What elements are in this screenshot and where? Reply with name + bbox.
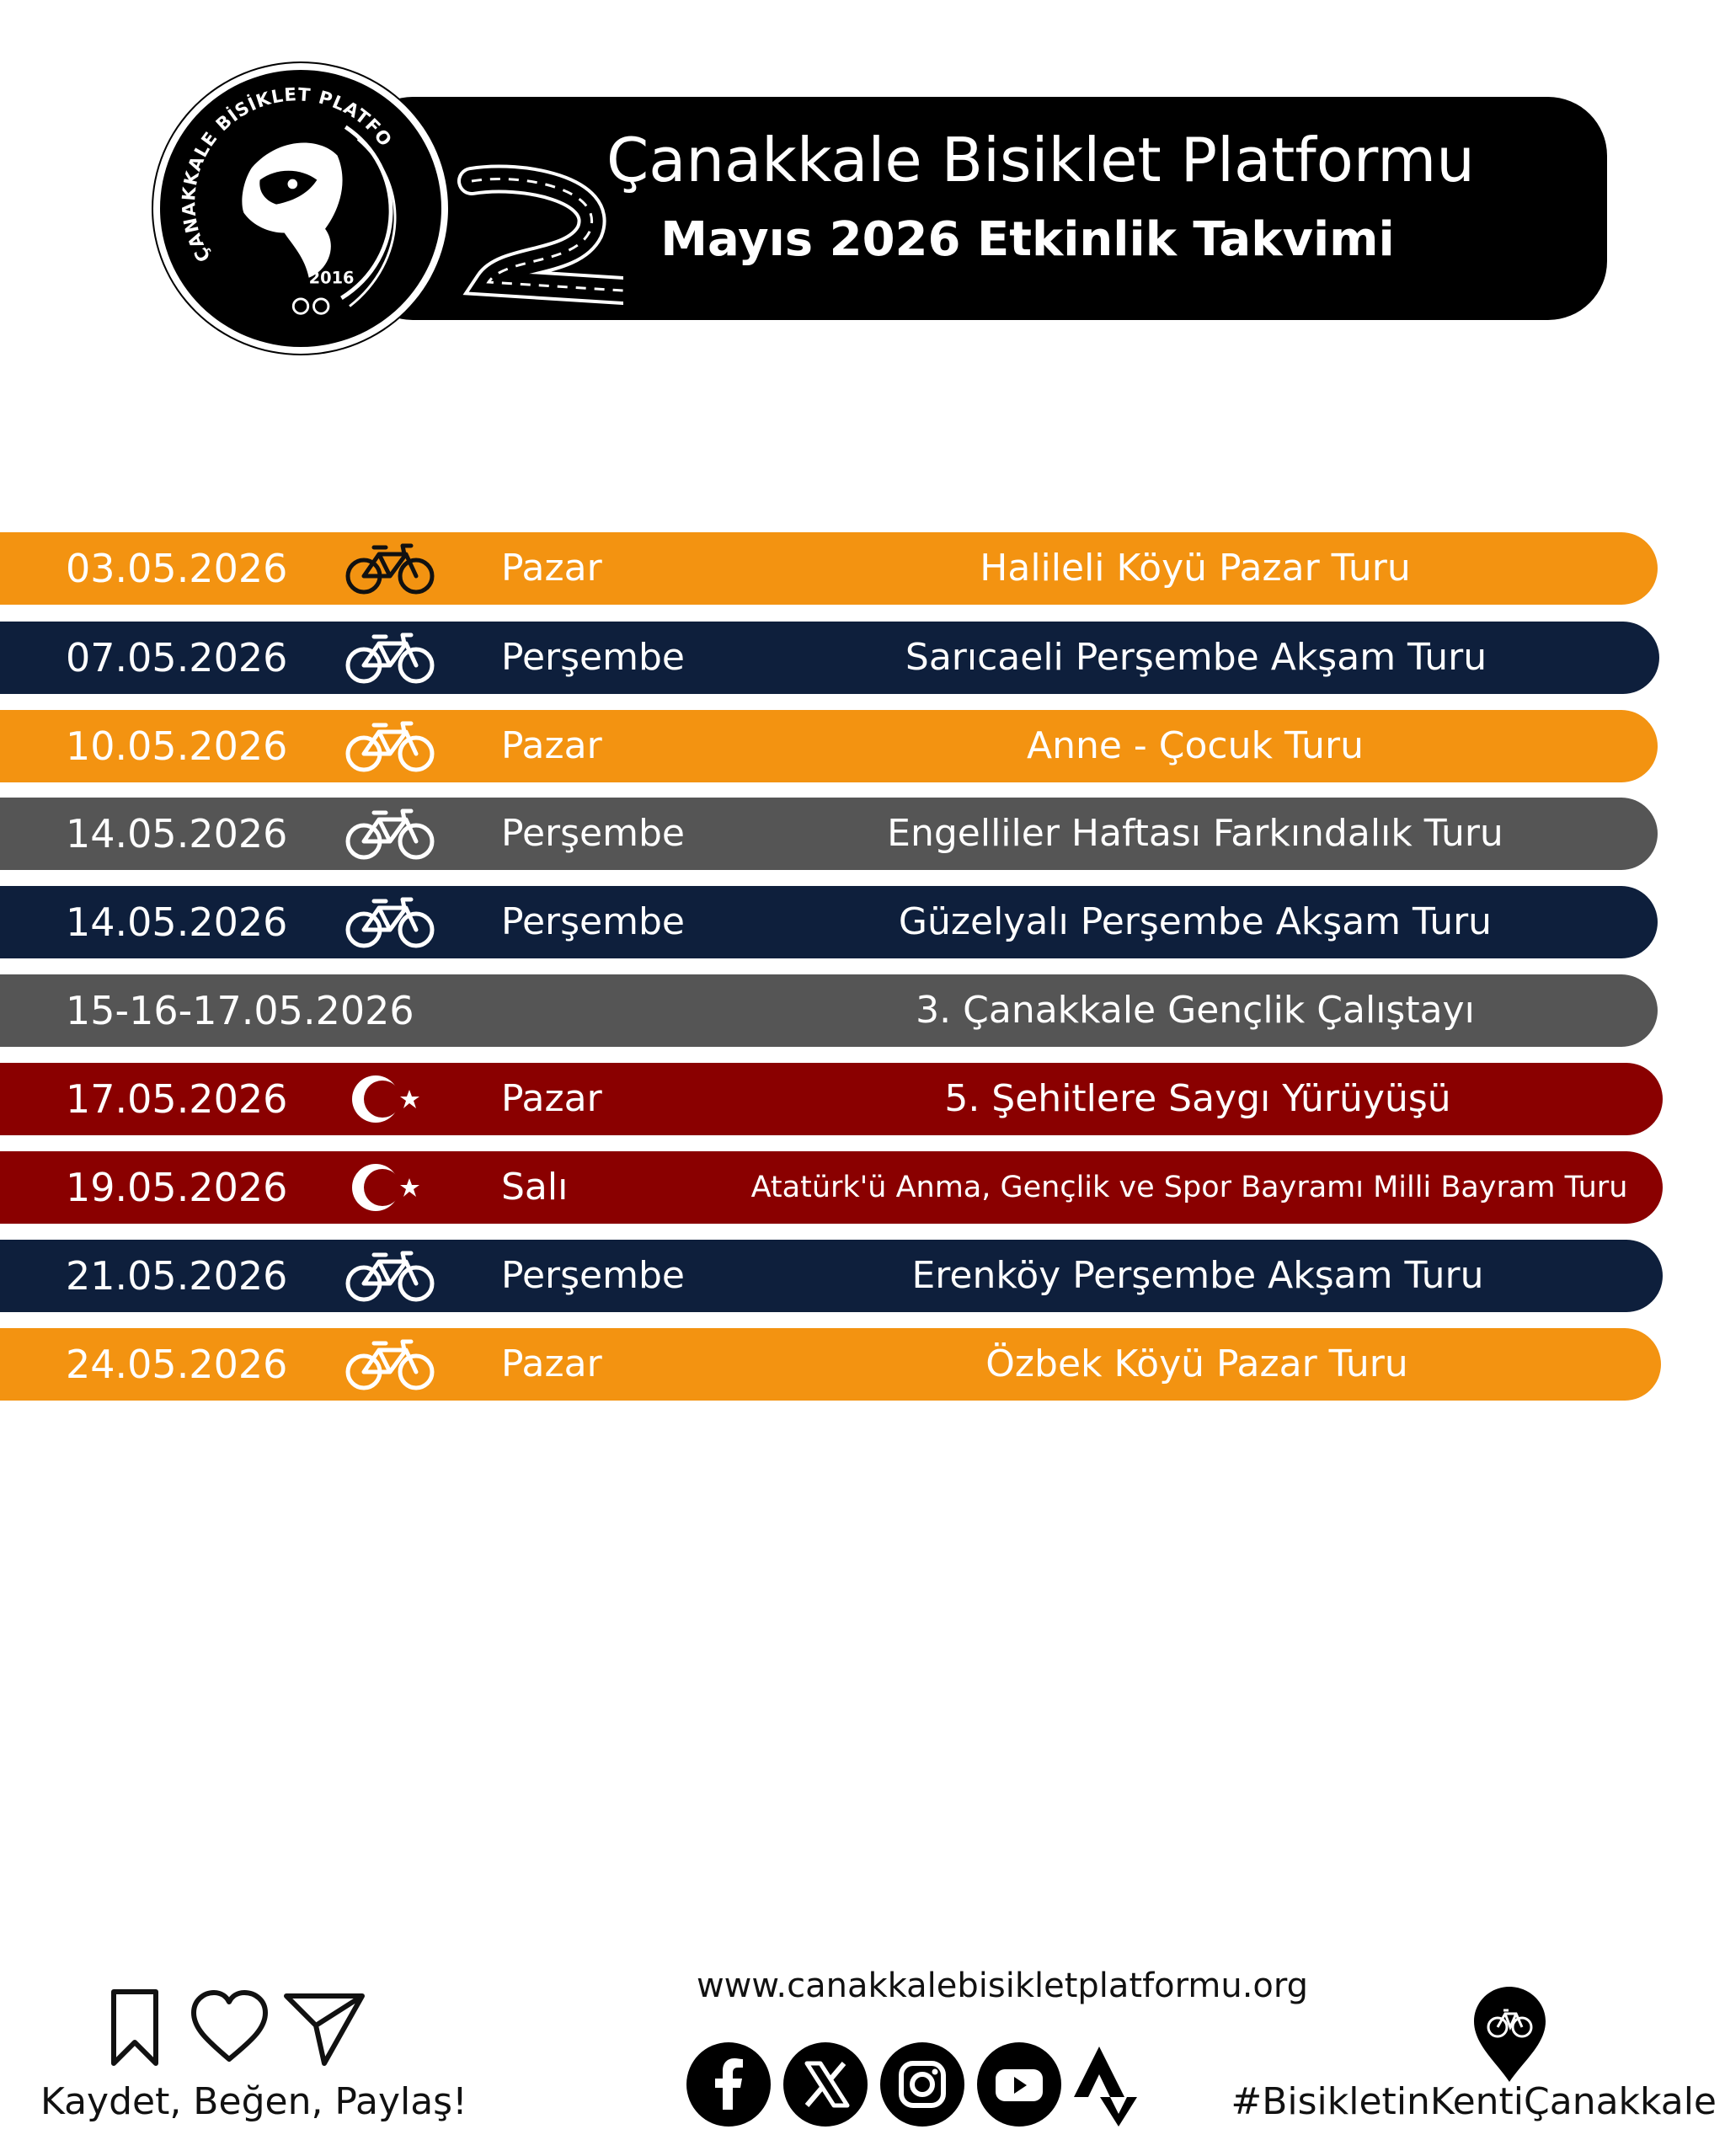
event-row	[0, 1063, 1663, 1135]
horse-logo-icon	[160, 70, 441, 347]
event-date: 21.05.2026	[66, 1253, 288, 1299]
event-title: 3. Çanakkale Gençlik Çalıştayı	[916, 989, 1475, 1032]
road-icon	[455, 164, 623, 307]
event-day: Perşembe	[501, 636, 685, 679]
event-title: Engelliler Haftası Farkındalık Turu	[887, 812, 1503, 855]
logo-ring-text: ÇANAKKALE BİSİKLET PLATFO	[179, 84, 396, 266]
actions-caption: Kaydet, Beğen, Paylaş!	[40, 2080, 467, 2123]
event-date: 14.05.2026	[66, 899, 288, 945]
heart-icon[interactable]	[190, 1988, 270, 2068]
event-title: Erenköy Perşembe Akşam Turu	[911, 1254, 1484, 1297]
instagram-icon[interactable]	[880, 2042, 964, 2127]
event-row	[0, 798, 1658, 870]
send-icon[interactable]	[282, 1988, 366, 2068]
event-day: Pazar	[501, 547, 602, 590]
bicycle-icon	[344, 806, 436, 862]
event-date: 24.05.2026	[66, 1342, 288, 1387]
hashtag: #BisikletinKentiÇanakkale	[1231, 2080, 1717, 2123]
event-row	[0, 974, 1658, 1047]
strava-icon[interactable]	[1070, 2042, 1141, 2127]
event-day: Perşembe	[501, 812, 685, 855]
bicycle-icon	[344, 630, 436, 686]
bicycle-icon	[344, 718, 436, 774]
bicycle-icon	[344, 1248, 436, 1304]
event-row	[0, 710, 1658, 782]
event-title: Güzelyalı Perşembe Akşam Turu	[898, 900, 1493, 943]
event-date: 14.05.2026	[66, 811, 288, 857]
social-links	[686, 2042, 1141, 2127]
event-title: Atatürk'ü Anma, Gençlik ve Spor Bayramı Milli Bayram Turu	[750, 1171, 1628, 1204]
event-date: 15-16-17.05.2026	[66, 988, 414, 1033]
bicycle-icon	[344, 541, 436, 596]
x-icon[interactable]	[783, 2042, 868, 2127]
event-row	[0, 532, 1658, 605]
youtube-icon[interactable]	[977, 2042, 1061, 2127]
event-row	[0, 886, 1658, 958]
website-link[interactable]: www.canakkalebisikletplatformu.org	[696, 1967, 1309, 2005]
event-date: 10.05.2026	[66, 723, 288, 769]
event-title: Özbek Köyü Pazar Turu	[985, 1342, 1408, 1385]
bicycle-icon	[344, 894, 436, 950]
event-date: 03.05.2026	[66, 546, 288, 591]
location-pin-icon	[1470, 1983, 1550, 2084]
logo-year: 2016	[308, 268, 355, 288]
page-title: Çanakkale Bisiklet Platformu	[606, 125, 1475, 195]
event-row	[0, 1151, 1663, 1224]
bicycle-icon	[344, 1337, 436, 1392]
event-date: 07.05.2026	[66, 635, 288, 680]
event-title: 5. Şehitlere Saygı Yürüyüşü	[944, 1077, 1451, 1120]
event-day: Pazar	[501, 1077, 602, 1120]
crescent-star-icon	[344, 1160, 436, 1215]
event-day: Pazar	[501, 724, 602, 767]
event-title: Halileli Köyü Pazar Turu	[980, 547, 1411, 590]
event-title: Sarıcaeli Perşembe Akşam Turu	[905, 636, 1487, 679]
event-day: Salı	[501, 1166, 569, 1209]
platform-logo	[153, 63, 448, 354]
facebook-icon[interactable]	[686, 2042, 771, 2127]
event-day: Perşembe	[501, 1254, 685, 1297]
event-date: 17.05.2026	[66, 1076, 288, 1122]
event-day: Pazar	[501, 1342, 602, 1385]
page-subtitle: Mayıs 2026 Etkinlik Takvimi	[660, 212, 1395, 267]
post-actions	[109, 1988, 379, 2072]
event-row	[0, 1328, 1661, 1401]
event-date: 19.05.2026	[66, 1165, 288, 1210]
event-title: Anne - Çocuk Turu	[1026, 724, 1365, 767]
event-day: Perşembe	[501, 900, 685, 943]
event-row	[0, 1240, 1663, 1312]
event-row	[0, 622, 1659, 694]
crescent-star-icon	[344, 1071, 436, 1127]
bookmark-icon[interactable]	[109, 1988, 160, 2068]
